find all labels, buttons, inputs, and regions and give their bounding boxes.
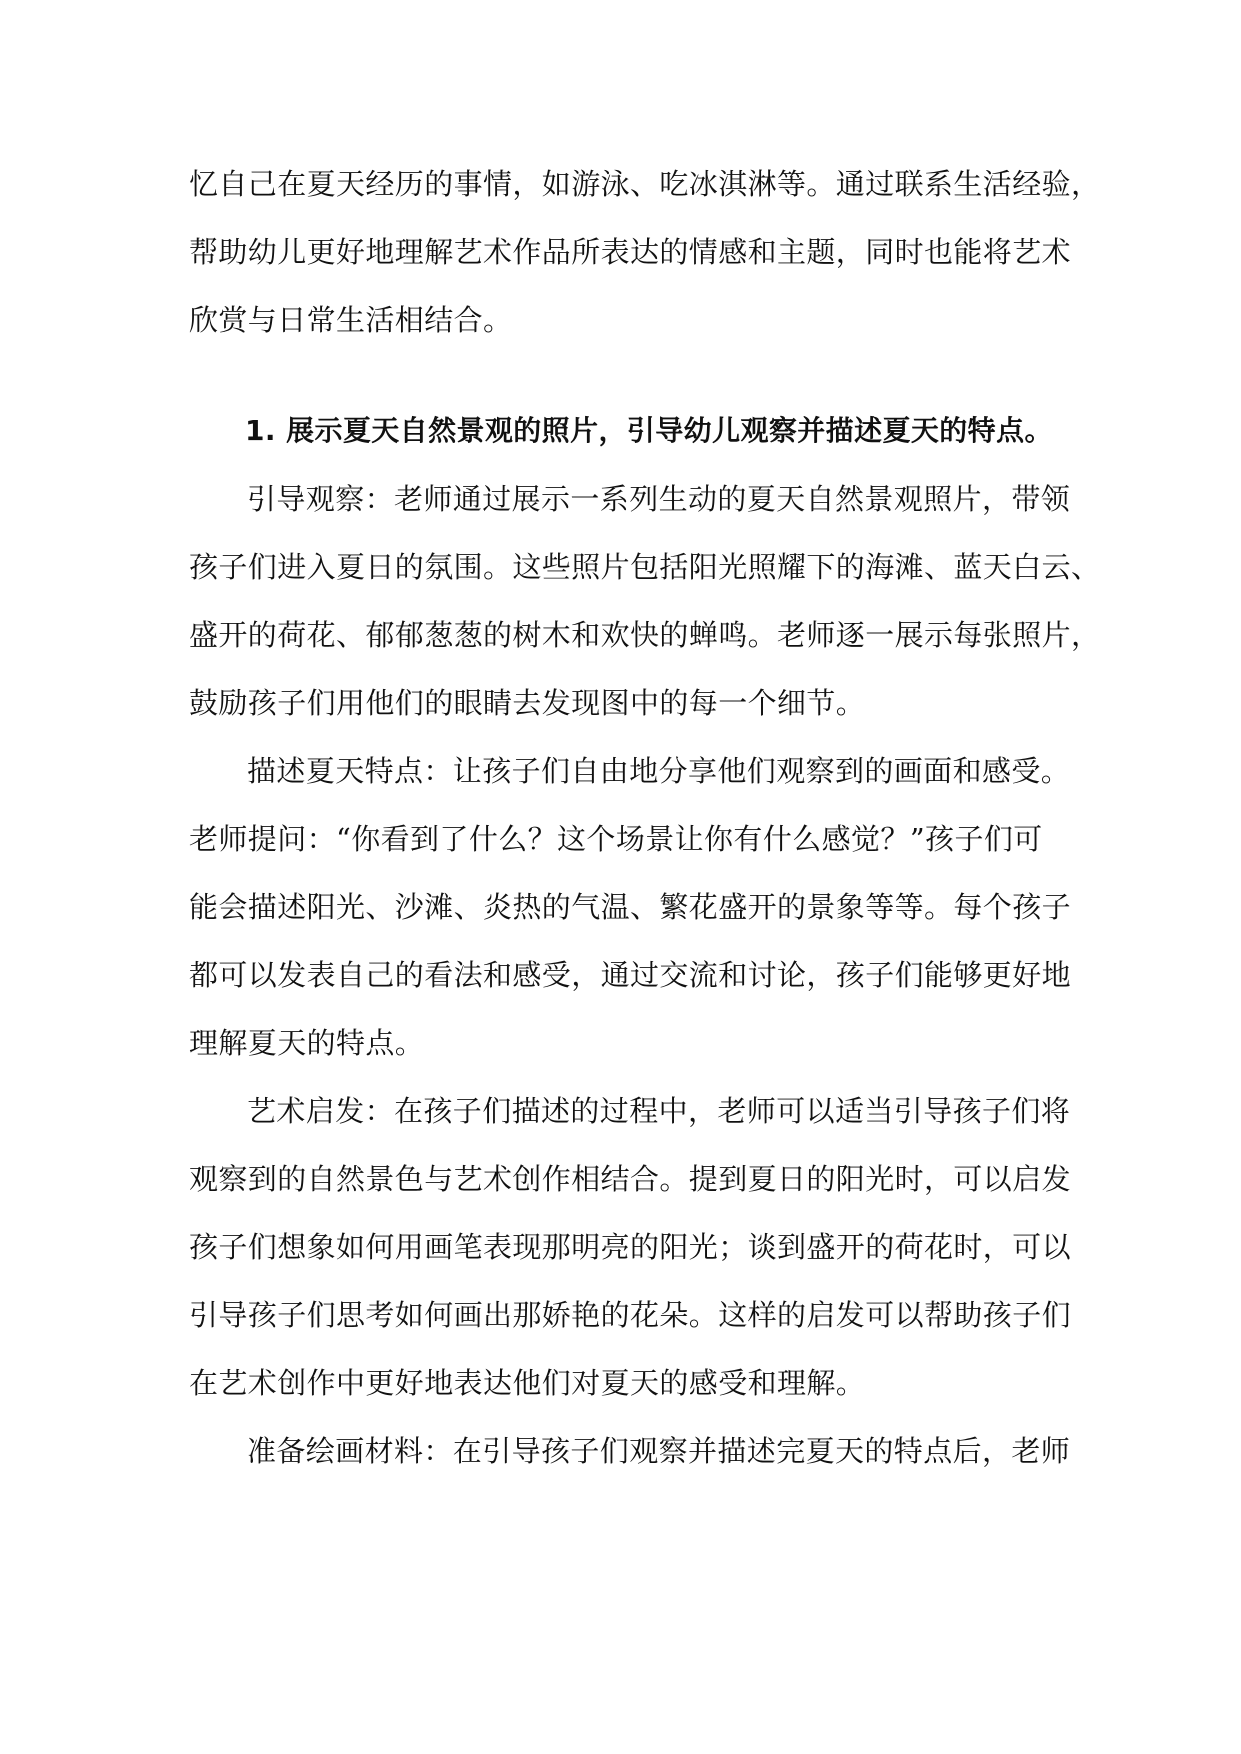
body-line: 描述夏天特点：让孩子们自由地分享他们观察到的画面和感受。	[247, 754, 1071, 788]
body-line: 艺术启发：在孩子们描述的过程中，老师可以适当引导孩子们将	[247, 1094, 1071, 1128]
body-line: 能会描述阳光、沙滩、炎热的气温、繁花盛开的景象等等。每个孩子	[189, 890, 1072, 924]
section-heading: 1. 展示夏天自然景观的照片，引导幼儿观察并描述夏天的特点。	[245, 414, 1053, 447]
body-line: 在艺术创作中更好地表达他们对夏天的感受和理解。	[189, 1366, 866, 1400]
body-line: 欣赏与日常生活相结合。	[189, 303, 513, 337]
body-line: 鼓励孩子们用他们的眼睛去发现图中的每一个细节。	[189, 686, 866, 720]
body-line: 引导孩子们思考如何画出那娇艳的花朵。这样的启发可以帮助孩子们	[189, 1298, 1072, 1332]
body-line: 引导观察：老师通过展示一系列生动的夏天自然景观照片，带领	[247, 482, 1071, 516]
body-line: 盛开的荷花、郁郁葱葱的树木和欢快的蝉鸣。老师逐一展示每张照片，	[189, 618, 1101, 652]
body-line: 都可以发表自己的看法和感受，通过交流和讨论，孩子们能够更好地	[189, 958, 1072, 992]
body-line: 观察到的自然景色与艺术创作相结合。提到夏日的阳光时，可以启发	[189, 1162, 1072, 1196]
body-line: 孩子们想象如何用画笔表现那明亮的阳光；谈到盛开的荷花时，可以	[189, 1230, 1072, 1264]
body-line: 帮助幼儿更好地理解艺术作品所表达的情感和主题，同时也能将艺术	[189, 235, 1072, 269]
body-line: 老师提问：“你看到了什么？这个场景让你有什么感觉？”孩子们可	[189, 822, 1043, 856]
body-line: 孩子们进入夏日的氛围。这些照片包括阳光照耀下的海滩、蓝天白云、	[189, 550, 1101, 584]
body-line: 忆自己在夏天经历的事情，如游泳、吃冰淇淋等。通过联系生活经验，	[189, 167, 1101, 201]
body-line: 准备绘画材料：在引导孩子们观察并描述完夏天的特点后，老师	[247, 1434, 1071, 1468]
document-body	[189, 150, 1101, 1485]
body-line: 理解夏天的特点。	[189, 1026, 425, 1060]
